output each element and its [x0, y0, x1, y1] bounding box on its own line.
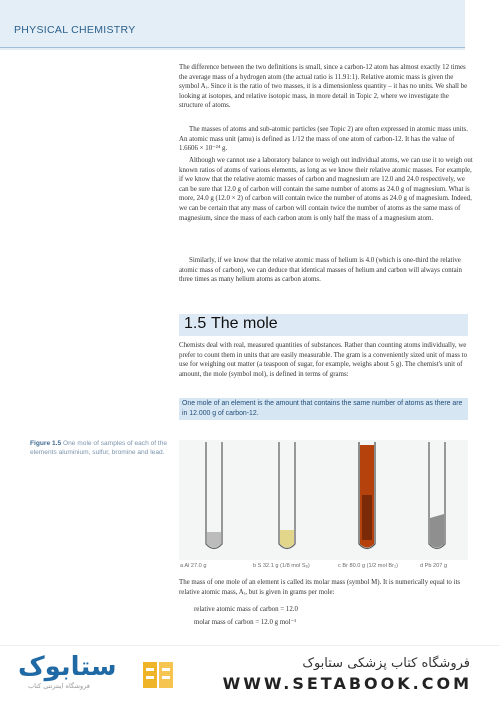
header-divider [0, 47, 465, 48]
body-paragraph-2: The masses of atoms and sub-atomic particles (see Topic 2) are often expressed in atomic mass units. An atomic mass unit (amu) is defined as 1/12 the mass of one atom of carbon-12. It has the value of 1.6606 × 10⁻²⁴ g. [179, 126, 468, 153]
body-paragraph-4: Similarly, if we know that the relative atomic mass of helium is 4.0 (which is one-third the relative atomic mass of carbon), we can deduce that identical masses of helium and carbon will always contain three times as many helium atoms as carbon atoms. [179, 257, 462, 284]
tube-label-c: c Br 80.0 g (1/2 mol Br₂) [338, 563, 398, 569]
definition-text: One mole of an element is the amount that contains the same number of atoms as there are in 12.000 g of carbon-12. [182, 400, 463, 417]
tube-label-a: a Al 27.0 g [180, 563, 207, 569]
definition-box [179, 398, 468, 420]
body-paragraph-1: The difference between the two definitions is small, since a carbon-12 atom has almost exactly 12 times the average mass of a hydrogen atom (the actual ratio is 11.91:1). Relative atomic mass is given the symbol Aᵣ. Since it is the ratio of two masses, it is a dimensionless quantity – it has no units. We shall be looking at isotopes, and relative isotopic mass, in more detail in Topic 2, where we investigate the structure of atoms. [179, 64, 468, 110]
section-heading [179, 314, 468, 336]
setabook-logo [14, 652, 117, 694]
tube-label-d: d Pb 207 g [420, 563, 448, 569]
figure-caption-text: One mole of samples of each of the elements aluminium, sulfur, bromine and lead. [30, 440, 168, 456]
logo-tagline: فروشگاه اینترنتی کتاب [28, 682, 90, 690]
section-title: The mole [211, 315, 278, 332]
running-header: PHYSICAL CHEMISTRY [14, 24, 136, 36]
body-paragraph-3: Although we cannot use a laboratory balance to weigh out individual atoms, we can use it to weigh out known ratios of atoms of various elements, as long as we know their relative atomic masses. For example, if we know that the relative atomic masses of carbon and magnesium are 12.0 and 24.0 respectively, we can be sure that 12.0 g of carbon will contain the same number of atoms as 24.0 g of magnesium. What is more, 24.0 g (12.0 × 2) of carbon will contain twice the number of atoms as 24.0 g of magnesium. Indeed, we can be certain that any mass of carbon will contain twice the number of atoms as the same mass of magnesium, since the mass of each carbon atom is only half the mass of a magnesium atom. [179, 157, 473, 222]
logo-wordmark: ستابوک [18, 652, 117, 682]
test-tube-lead [429, 442, 445, 549]
equation-molar-mass: molar mass of carbon = 12.0 g mol⁻¹ [194, 619, 297, 626]
tube-label-b: b S 32.1 g (1/8 mol S₈) [253, 563, 310, 569]
figure-label: Figure 1.5 [30, 440, 62, 447]
test-tube-sulfur [279, 442, 295, 549]
book-icon [141, 660, 175, 690]
shop-url[interactable]: WWW.SETABOOK.COM [222, 674, 472, 693]
shop-name: فروشگاه کتاب پزشکی ستابوک [302, 656, 470, 671]
test-tube-aluminium [206, 442, 222, 549]
figure-caption [30, 440, 180, 457]
body-paragraph-6: The mass of one mole of an element is called its molar mass (symbol M). It is numerically equal to its relative atomic mass, Aᵣ, but is given in grams per mole: [179, 579, 461, 596]
footer-banner [0, 645, 500, 701]
section-number: 1.5 [184, 315, 207, 332]
equation-relative-atomic-mass: relative atomic mass of carbon = 12.0 [194, 606, 298, 613]
test-tube-bromine [359, 442, 375, 549]
body-paragraph-5: Chemists deal with real, measured quantities of substances. Rather than counting atoms individually, we prefer to count them in units that are easily measurable. The gram is a conveniently sized unit of mass to use for weighing out matter (a teaspoon of sugar, for example, weighs about 5 g). The chemist's unit of amount, the mole (symbol mol), is defined in terms of grams: [179, 342, 468, 378]
figure-photo [179, 440, 468, 560]
test-tubes-illustration [179, 440, 468, 560]
